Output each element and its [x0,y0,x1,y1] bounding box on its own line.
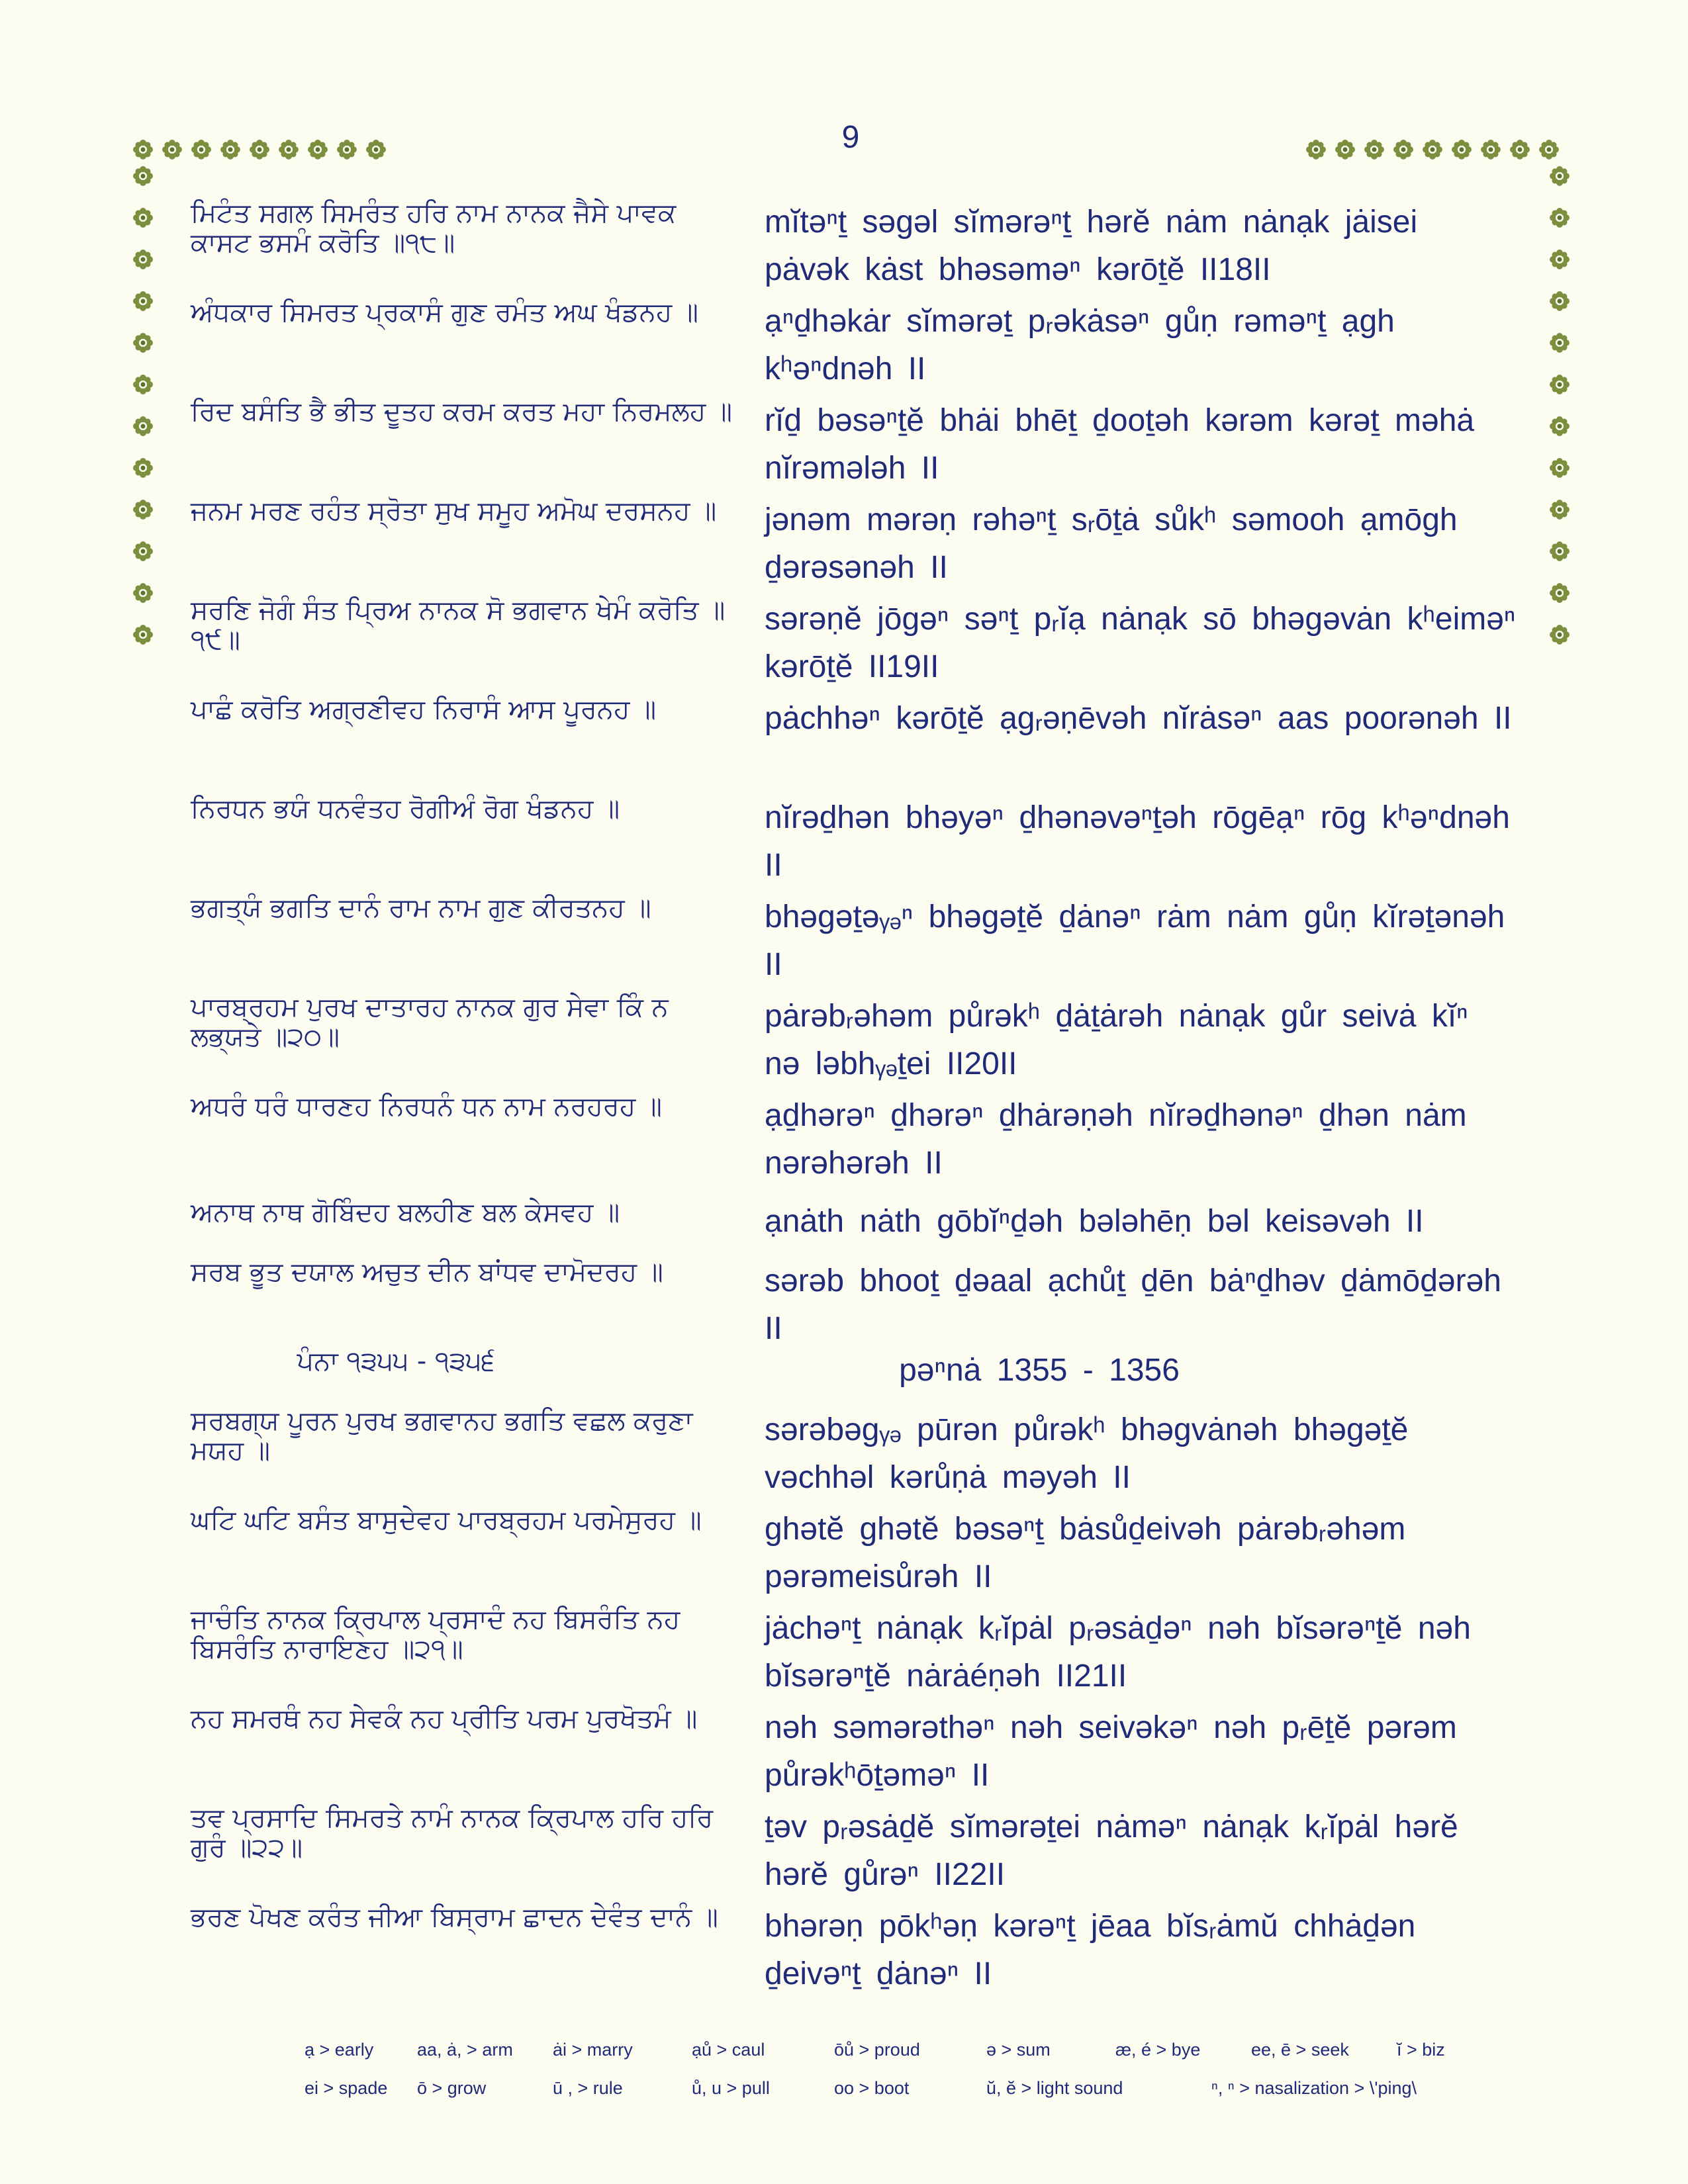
green-flower-icon [1305,139,1327,160]
gurmukhi-verse: ਭਗਤ੍ਯੰ ਭਗਤਿ ਦਾਨੰ ਰਾਮ ਨਾਮ ਗੁਣ ਕੀਰਤਨਹ ॥ [191,893,651,923]
legend-row [305,2040,1496,2078]
transliteration-verse: bhərəṇ pōkʰəṇ kərəⁿṯ jēaa bĭsᵣȧmŭ chhȧḏən ḏeivəⁿṯ ḏȧnəⁿ II [765,1909,1416,1991]
green-flower-icon [132,416,154,437]
green-flower-icon [1509,139,1530,160]
green-flower-icon [278,139,299,160]
green-flower-icon [132,374,154,395]
legend-item: ei > spade [305,2078,388,2098]
green-flower-icon [307,139,328,160]
gurmukhi-verse: ਜਾਚੰਤਿ ਨਾਨਕ ਕ੍ਰਿਪਾਲ ਪ੍ਰਸਾਦੰ ਨਹ ਬਿਸਰੰਤਿ ਨਹ ਬਿਸਰੰਤਿ ਨਾਰਾਇਣਹ ॥੨੧॥ [191,1604,680,1664]
transliteration-verse: jȧchəⁿṯ nȧnạk kᵣĭpȧl pᵣəsȧḏəⁿ nəh bĭsərəⁿṯĕ nəh bĭsərəⁿṯĕ nȧrȧéṇəh II21II [765,1611,1471,1694]
green-flower-icon [1364,139,1385,160]
green-flower-icon [132,457,154,478]
green-flower-icon [1549,332,1570,353]
legend-item: ĭ > biz [1397,2040,1445,2060]
transliteration-verse: pȧrəbᵣəhəm půrəkʰ ḏȧṯȧrəh nȧnạk gůr seivȧ kĭⁿ nə ləbhᵧₔṯei II20II [765,999,1468,1081]
transliteration-verse: ṯəv pᵣəsȧḏĕ sĭmərəṯei nȧməⁿ nȧnạk kᵣĭpȧl hərĕ hərĕ gůrəⁿ II22II [765,1809,1458,1892]
gurmukhi-verse: ਭਰਣ ਪੋਖਣ ਕਰੰਤ ਜੀਆ ਬਿਸ੍ਰਾਮ ਛਾਦਨ ਦੇਵੰਤ ਦਾਨੰ ॥ [191,1902,718,1933]
green-flower-icon [1538,139,1560,160]
transliteration-verse: ghətĕ ghətĕ bəsəⁿṯ bȧsůḏeivəh pȧrəbᵣəhəm pərəmeisůrəh II [765,1512,1406,1594]
legend-item: ū , > rule [553,2078,623,2098]
legend-row [305,2078,1496,2116]
green-flower-icon [132,291,154,312]
transliteration-verse: ạḏhərəⁿ ḏhərəⁿ ḏhȧrəṇəh nĭrəḏhənəⁿ ḏhən nȧm nərəhərəh II [765,1098,1467,1181]
gurmukhi-verse: ਪਾਰਬ੍ਰਹਮ ਪੁਰਖ ਦਾਤਾਰਹ ਨਾਨਕ ਗੁਰ ਸੇਵਾ ਕਿੰ ਨ ਲਭ੍ਯਤੇ ॥੨੦॥ [191,992,669,1052]
transliteration-verse: ạⁿḏhəkȧr sĭmərəṯ pᵣəkȧsəⁿ gůṇ rəməⁿṯ ạgh kʰəⁿdnəh II [765,304,1395,387]
gurmukhi-verse: ਮਿਟੰਤ ਸਗਲ ਸਿਮਰੰਤ ਹਰਿ ਨਾਮ ਨਾਨਕ ਜੈਸੇ ਪਾਵਕ ਕਾਸਟ ਭਸਮੰ ਕਰੋਤਿ ॥੧੮॥ [191,198,677,258]
green-flower-icon [336,139,357,160]
gurmukhi-verse: ਨਿਰਧਨ ਭਯੰ ਧਨਵੰਤਹ ਰੋਗੀਅੰ ਰੋਗ ਖੰਡਨਹ ॥ [191,794,620,824]
legend-item: ů, u > pull [692,2078,770,2098]
gurmukhi-verse: ਸਰਣਿ ਜੋਗੰ ਸੰਤ ਪ੍ਰਿਅ ਨਾਨਕ ਸੋ ਭਗਵਾਨ ਖੇਮੰ ਕਰੋਤਿ ॥੧੯॥ [191,595,726,655]
transliteration-verse: sərəbəgᵧₔ pūrən půrəkʰ bhəgvȧnəh bhəgəṯĕ vəchhəl kərůṇȧ məyəh II [765,1412,1409,1495]
green-flower-icon [162,139,183,160]
green-flower-icon [1549,249,1570,270]
gurmukhi-verse: ਸਰਬ ਭੂਤ ਦਯਾਲ ਅਚੁਤ ਦੀਨ ਬਾਂਧਵ ਦਾਮੋਦਰਹ ॥ [191,1257,663,1287]
transliteration-verse: mĭtəⁿṯ səgəl sĭmərəⁿṯ hərĕ nȧm nȧnạk jȧisei pȧvək kȧst bhəsəməⁿ kərōṯĕ II18II [765,205,1418,287]
gurmukhi-verse: ਸਰਬਗ੍ਯ ਪੂਰਨ ਪੁਰਖ ਭਗਵਾਨਹ ਭਗਤਿ ਵਛਲ ਕਰੁਣਾ ਮਯਹ ॥ [191,1406,693,1466]
transliteration-verse: sərəṇĕ jōgəⁿ səⁿṯ pᵣĭạ nȧnạk sō bhəgəvȧn kʰeiməⁿ kərōṯĕ II19II [765,602,1516,684]
transliteration-verse: nəh səmərəthəⁿ nəh seivəkəⁿ nəh pᵣēṯĕ pərəm půrəkʰōṯəməⁿ II [765,1710,1457,1793]
green-flower-icon [1549,165,1570,187]
page-ref-translit: pəⁿnȧ 1355 - 1356 [899,1353,1180,1388]
green-flower-icon [365,139,387,160]
green-flower-icon [1549,624,1570,645]
green-flower-icon [1549,457,1570,478]
green-flower-icon [1549,291,1570,312]
green-flower-icon [132,541,154,562]
transliteration-verse: nĭrəḏhən bhəyəⁿ ḏhənəvəⁿṯəh rōgēạⁿ rōg kʰəⁿdnəh II [765,800,1510,883]
gurmukhi-verse: ਤਵ ਪ੍ਰਸਾਦਿ ਸਿਮਰਤੇ ਨਾਮੰ ਨਾਨਕ ਕ੍ਰਿਪਾਲ ਹਰਿ ਹਰਿ ਗੁਰੰ ॥੨੨॥ [191,1803,714,1863]
legend-item: ōů > proud [834,2040,920,2060]
transliteration-verse: jənəm mərəṇ rəhəⁿṯ sᵣōṯȧ sůkʰ səmooh ạmōgh ḏərəsənəh II [765,502,1458,585]
legend-item: ⁿ, ⁿ > nasalization > \'ping\ [1211,2078,1417,2098]
legend-item: aa, ȧ, > arm [417,2040,513,2060]
green-flower-icon [1549,582,1570,604]
green-flower-icon [132,624,154,645]
transliteration-verse: sərəb bhooṯ ḏəaal ạchůṯ ḏēn bȧⁿḏhəv ḏȧmōḏərəh II [765,1263,1501,1346]
legend-item: ȧi > marry [553,2040,633,2060]
green-flower-icon [1451,139,1472,160]
legend-item: ạ > early [305,2040,374,2060]
green-flower-icon [191,139,212,160]
green-flower-icon [1422,139,1443,160]
green-flower-icon [1393,139,1414,160]
transliteration-verse: rĭḏ bəsəⁿṯĕ bhȧi bhēṯ ḏooṯəh kərəm kərəṯ məhȧ nĭrəmələh II [765,403,1475,486]
green-flower-icon [132,499,154,520]
legend-item: æ, é > bye [1115,2040,1201,2060]
green-flower-icon [1549,416,1570,437]
gurmukhi-verse: ਅਨਾਥ ਨਾਥ ਗੋਬਿੰਦਹ ਬਲਹੀਣ ਬਲ ਕੇਸਵਹ ॥ [191,1197,620,1228]
green-flower-icon [220,139,241,160]
green-flower-icon [1549,207,1570,228]
green-flower-icon [132,249,154,270]
green-flower-icon [1335,139,1356,160]
green-flower-icon [132,332,154,353]
legend-item: oo > boot [834,2078,910,2098]
page-number: 9 [841,120,860,155]
gurmukhi-verse: ਅੰਧਕਾਰ ਸਿਮਰਤ ਪ੍ਰਕਾਸੰ ਗੁਣ ਰਮੰਤ ਅਘ ਖੰਡਨਹ ॥ [191,297,698,328]
pronunciation-legend [305,2040,1496,2116]
legend-item: ee, ē > seek [1251,2040,1349,2060]
green-flower-icon [1549,374,1570,395]
transliteration-verse: pȧchhəⁿ kərōṯĕ ạgᵣəṇēvəh nĭrȧsəⁿ aas poorənəh II [765,701,1512,736]
green-flower-icon [249,139,270,160]
green-flower-icon [132,165,154,187]
legend-item: ō > grow [417,2078,487,2098]
gurmukhi-verse: ਪਾਛੰ ਕਰੋਤਿ ਅਗ੍ਰਣੀਵਹ ਨਿਰਾਸੰ ਆਸ ਪੂਰਨਹ ॥ [191,694,657,725]
green-flower-icon [1549,541,1570,562]
gurmukhi-verse: ਰਿਦ ਬਸੰਤਿ ਭੈ ਭੀਤ ਦੂਤਹ ਕਰਮ ਕਰਤ ਮਹਾ ਨਿਰਮਲਹ ॥ [191,396,732,427]
green-flower-icon [132,582,154,604]
gurmukhi-verse: ਨਹ ਸਮਰਥੰ ਨਹ ਸੇਵਕੰ ਨਹ ਪ੍ਰੀਤਿ ਪਰਮ ਪੁਰਖੋਤਮੰ ॥ [191,1704,698,1734]
transliteration-verse: ạnȧth nȧth gōbĭⁿḏəh bələhēṇ bəl keisəvəh II [765,1204,1424,1239]
green-flower-icon [132,139,154,160]
green-flower-icon [1549,499,1570,520]
gurmukhi-verse: ਜਨਮ ਮਰਣ ਰਹੰਤ ਸ੍ਰੋਤਾ ਸੁਖ ਸਮੂਹ ਅਮੋਘ ਦਰਸਨਹ ॥ [191,496,717,526]
page-ref-gurmukhi: ਪੰਨਾ ੧੩੫੫ - ੧੩੫੬ [297,1346,495,1377]
gurmukhi-verse: ਅਧਰੰ ਧਰੰ ਧਾਰਣਹ ਨਿਰਧਨੰ ਧਨ ਨਾਮ ਨਰਹਰਹ ॥ [191,1091,662,1122]
legend-item: ạů > caul [692,2040,765,2060]
green-flower-icon [132,207,154,228]
legend-item: ə > sum [986,2040,1051,2060]
legend-item: ŭ, ĕ > light sound [986,2078,1123,2098]
gurmukhi-verse: ਘਟਿ ਘਟਿ ਬਸੰਤ ਬਾਸੁਦੇਵਹ ਪਾਰਬ੍ਰਹਮ ਪਰਮੇਸੁਰਹ ॥ [191,1505,702,1535]
green-flower-icon [1480,139,1501,160]
transliteration-verse: bhəgəṯəᵧₔⁿ bhəgəṯĕ ḏȧnəⁿ rȧm nȧm gůṇ kĭrəṯənəh II [765,899,1505,982]
